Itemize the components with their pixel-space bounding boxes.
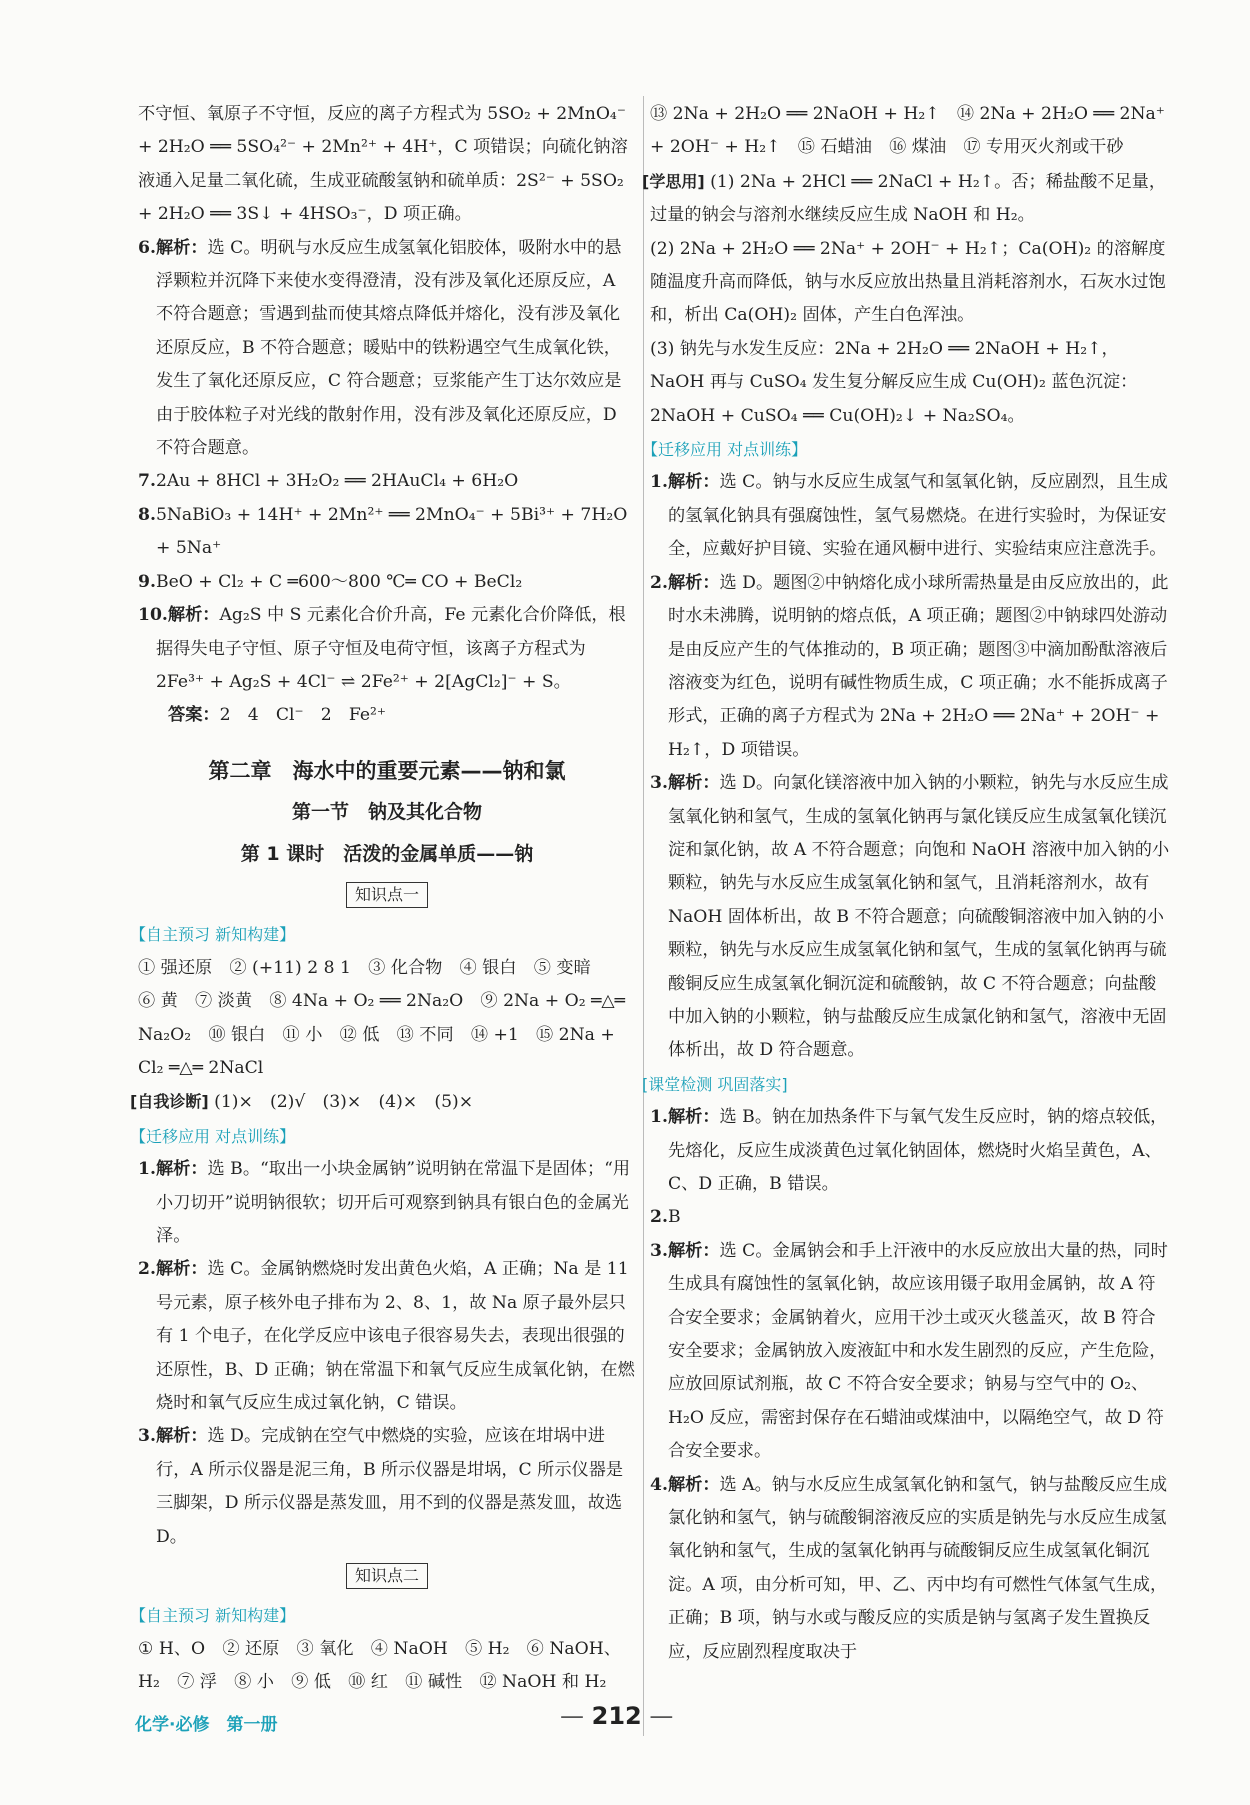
apply2-answer-1: 1.解析：选 C。钠与水反应生成氢气和氢氧化钠，反应剧烈，且生成的氢氧化钠具有强腐蚀性，氢气易燃烧。在进行实验时，为保证安全，应戴好护目镜、实验在通风橱中进行、实验结束应注意洗手。 — [650, 472, 1168, 560]
answer-6: 6.解析：选 C。明矾与水反应生成氢氧化铝胶体，吸附水中的悬浮颗粒并沉降下来使水变得澄清，没有涉及氧化还原反应，A 不符合题意；雪遇到盐而使其熔点降低并熔化，没有涉及氧化还原反应，B 不符合题意；暖贴中的铁粉遇空气生成氧化铁，发生了氧化还原反应，C 符合题意；豆浆能产生丁达尔效应是由于胶体粒子对光线的散射作用，没有涉及氧化还原反应，D 不符合题意。 — [138, 237, 622, 459]
answer-10: 10.解析：Ag₂S 中 S 元素化合价升高，Fe 元素化合价降低，根据得失电子守恒、原子守恒及电荷守恒，该离子方程式为 2Fe³⁺ + Ag₂S + 4Cl⁻ ⇌ 2Fe²⁺ + 2[AgCl₂]⁻ + S。 — [138, 605, 626, 692]
check-answer-2: 2.B — [650, 1207, 681, 1228]
knowledge-point-1: 知识点一 — [138, 879, 636, 912]
study-3: (3) 钠先与水发生反应：2Na + 2H₂O ══ 2NaOH + H₂↑，NaOH 再与 CuSO₄ 发生复分解反应生成 Cu(OH)₂ 蓝色沉淀：2NaOH + CuSO₄ ══ Cu(OH)₂↓ + Na₂SO₄。 — [650, 338, 1138, 426]
lesson-title: 第 1 课时 活泼的金属单质——钠 — [240, 842, 534, 865]
apply2-answer-2: 2.解析：选 D。题图②中钠熔化成小球所需热量是由反应放出的，此时水未沸腾，说明钠的熔点低，A 项正确；题图②中钠球四处游动是由反应产生的气体推动的，B 项正确；题图③中滴加酚酞溶液后溶液变为红色，说明有碱性物质生成，C 项正确；水不能拆成离子形式，正确的离子方程式为 2Na + 2H₂O ══ 2Na⁺ + 2OH⁻ + H₂↑，D 项错误。 — [650, 572, 1169, 760]
study-2: (2) 2Na + 2H₂O ══ 2Na⁺ + 2OH⁻ + H₂↑；Ca(OH)₂ 的溶解度随温度升高而降低，钠与水反应放出热量且消耗溶剂水，石灰水过饱和，析出 Ca(OH)₂ 固体，产生白色浑浊。 — [650, 238, 1166, 326]
left-column — [130, 98, 636, 1700]
study-1: [学思用] (1) 2Na + 2HCl ══ 2NaCl + H₂↑。否；稀盐酸不足量，过量的钠会与溶剂水继续反应生成 NaOH 和 H₂。 — [642, 171, 1167, 226]
answer-10-final: 答案：2 4 Cl⁻ 2 Fe²⁺ — [168, 705, 386, 726]
preview2-text: ① H、O ② 还原 ③ 氧化 ④ NaOH ⑤ H₂ ⑥ NaOH、H₂ ⑦ 浮 ⑧ 小 ⑨ 低 ⑩ 红 ⑪ 碱性 ⑫ NaOH 和 H₂ — [138, 1638, 621, 1693]
answer-7: 7.2Au + 8HCl + 3H₂O₂ ══ 2HAuCl₄ + 6H₂O — [138, 471, 519, 492]
check-answer-1: 1.解析：选 B。钠在加热条件下与氧气发生反应时，钠的熔点较低，先熔化，反应生成淡黄色过氧化钠固体，燃烧时火焰呈黄色，A、C、D 正确，B 错误。 — [650, 1107, 1168, 1194]
classroom-check-heading: [课堂检测 巩固落实] — [642, 1074, 788, 1094]
column-divider — [643, 96, 644, 1736]
preview-heading-2: 【自主预习 新知构建】 — [130, 1606, 296, 1626]
section-title: 第一节 钠及其化合物 — [291, 801, 482, 824]
preview2-continued: ⑬ 2Na + 2H₂O ══ 2NaOH + H₂↑ ⑭ 2Na + 2H₂O ══ 2Na⁺ + 2OH⁻ + H₂↑ ⑮ 石蜡油 ⑯ 煤油 ⑰ 专用灭火剂或干砂 — [650, 104, 1165, 158]
apply1-answer-2: 2.解析：选 C。金属钠燃烧时发出黄色火焰，A 正确；Na 是 11 号元素，原子核外电子排布为 2、8、1，故 Na 原子最外层只有 1 个电子，在化学反应中该电子很容易失去，表现出很强的还原性，B、D 正确；钠在常温下和氧气反应生成氧化钠，在燃烧时和氧气反应生成过氧化钠，C 错误。 — [138, 1259, 635, 1414]
preview1-line2: ⑥ 黄 ⑦ 淡黄 ⑧ 4Na + O₂ ══ 2Na₂O ⑨ 2Na + O₂ ═△═ Na₂O₂ ⑩ 银白 ⑪ 小 ⑫ 低 ⑬ 不同 ⑭ +1 ⑮ 2Na + Cl₂ ═△═ 2NaCl — [138, 991, 625, 1078]
footer-subject: 化学·必修 第一册 — [135, 1715, 278, 1735]
answer-9: 9.BeO + Cl₂ + C ═600～800 ℃═ CO + BeCl₂ — [138, 571, 523, 592]
right-column — [642, 98, 1170, 1669]
page-number: — 212 — — [560, 1702, 674, 1730]
preview-heading-1: 【自主预习 新知构建】 — [130, 925, 296, 945]
knowledge-point-2: 知识点二 — [138, 1560, 636, 1593]
apply-heading-2: 【迁移应用 对点训练】 — [642, 440, 808, 460]
apply2-answer-3: 3.解析：选 D。向氯化镁溶液中加入钠的小颗粒，钠先与水反应生成氢氧化钠和氢气，生成的氢氧化钠再与氯化镁反应生成氢氧化镁沉淀和氯化钠，故 A 不符合题意；向饱和 NaOH 溶液中加入钠的小颗粒，钠先与水反应生成氢氧化钠和氢气，且消耗溶剂水，故有 NaOH 固体析出，故 B 不符合题意；向硫酸铜溶液中加入钠的小颗粒，钠先与水反应生成氢氧化钠和氢气，生成的氢氧化钠再与硫酸铜反应生成氢氧化铜沉淀和硫酸钠，故 C 不符合题意；向盐酸中加入钠的小颗粒，钠与盐酸反应生成氯化钠和氢气，溶液中无固体析出，故 D 符合题意。 — [650, 773, 1170, 1061]
chapter-title: 第二章 海水中的重要元素——钠和氯 — [208, 758, 566, 783]
self-diagnosis: [自我诊断] (1)× (2)√ (3)× (4)× (5)× — [130, 1092, 474, 1113]
apply-heading-1: 【迁移应用 对点训练】 — [130, 1126, 296, 1146]
continued-answer: 不守恒、氧原子不守恒，反应的离子方程式为 5SO₂ + 2MnO₄⁻ + 2H₂O ══ 5SO₄²⁻ + 2Mn²⁺ + 4H⁺，C 项错误；向硫化钠溶液通入足量二氧化硫，生成亚硫酸氢钠和硫单质：2S²⁻ + 5SO₂ + 2H₂O ══ 3S↓ + 4HSO₃⁻，D 项正确。 — [138, 104, 628, 225]
apply1-answer-3: 3.解析：选 D。完成钠在空气中燃烧的实验，应该在坩埚中进行，A 所示仪器是泥三角，B 所示仪器是坩埚，C 所示仪器是三脚架，D 所示仪器是蒸发皿，用不到的仪器是蒸发皿，故选 D。 — [138, 1426, 624, 1547]
check-answer-3: 3.解析：选 C。金属钠会和手上汗液中的水反应放出大量的热，同时生成具有腐蚀性的氢氧化钠，故应该用镊子取用金属钠，故 A 符合安全要求；金属钠着火，应用干沙土或灭火毯盖灭，故 B 符合安全要求；金属钠放入废液缸中和水发生剧烈的反应，产生危险，应放回原试剂瓶，故 C 不符合安全要求；钠易与空气中的 O₂、H₂O 反应，需密封保存在石蜡油或煤油中，以隔绝空气，故 D 符合安全要求。 — [650, 1240, 1168, 1462]
apply1-answer-1: 1.解析：选 B。“取出一小块金属钠”说明钠在常温下是固体；“用小刀切开”说明钠很软；切开后可观察到钠具有银白色的金属光泽。 — [138, 1159, 631, 1246]
preview1-line1: ① 强还原 ② (+11) 2 8 1 ③ 化合物 ④ 银白 ⑤ 变暗 — [138, 957, 591, 978]
check-answer-4: 4.解析：选 A。钠与水反应生成氢氧化钠和氢气，钠与盐酸反应生成氯化钠和氢气，钠与硫酸铜溶液反应的实质是钠先与水反应生成氢氧化钠和氢气，生成的氢氧化钠再与硫酸铜反应生成氢氧化铜沉淀。A 项，由分析可知，甲、乙、丙中均有可燃性气体氢气生成，正确；B 项，钠与水或与酸反应的实质是钠与氢离子发生置换反应，反应剧烈程度取决于 — [650, 1474, 1168, 1662]
answer-8: 8.5NaBiO₃ + 14H⁺ + 2Mn²⁺ ══ 2MnO₄⁻ + 5Bi³⁺ + 7H₂O + 5Na⁺ — [138, 504, 628, 559]
